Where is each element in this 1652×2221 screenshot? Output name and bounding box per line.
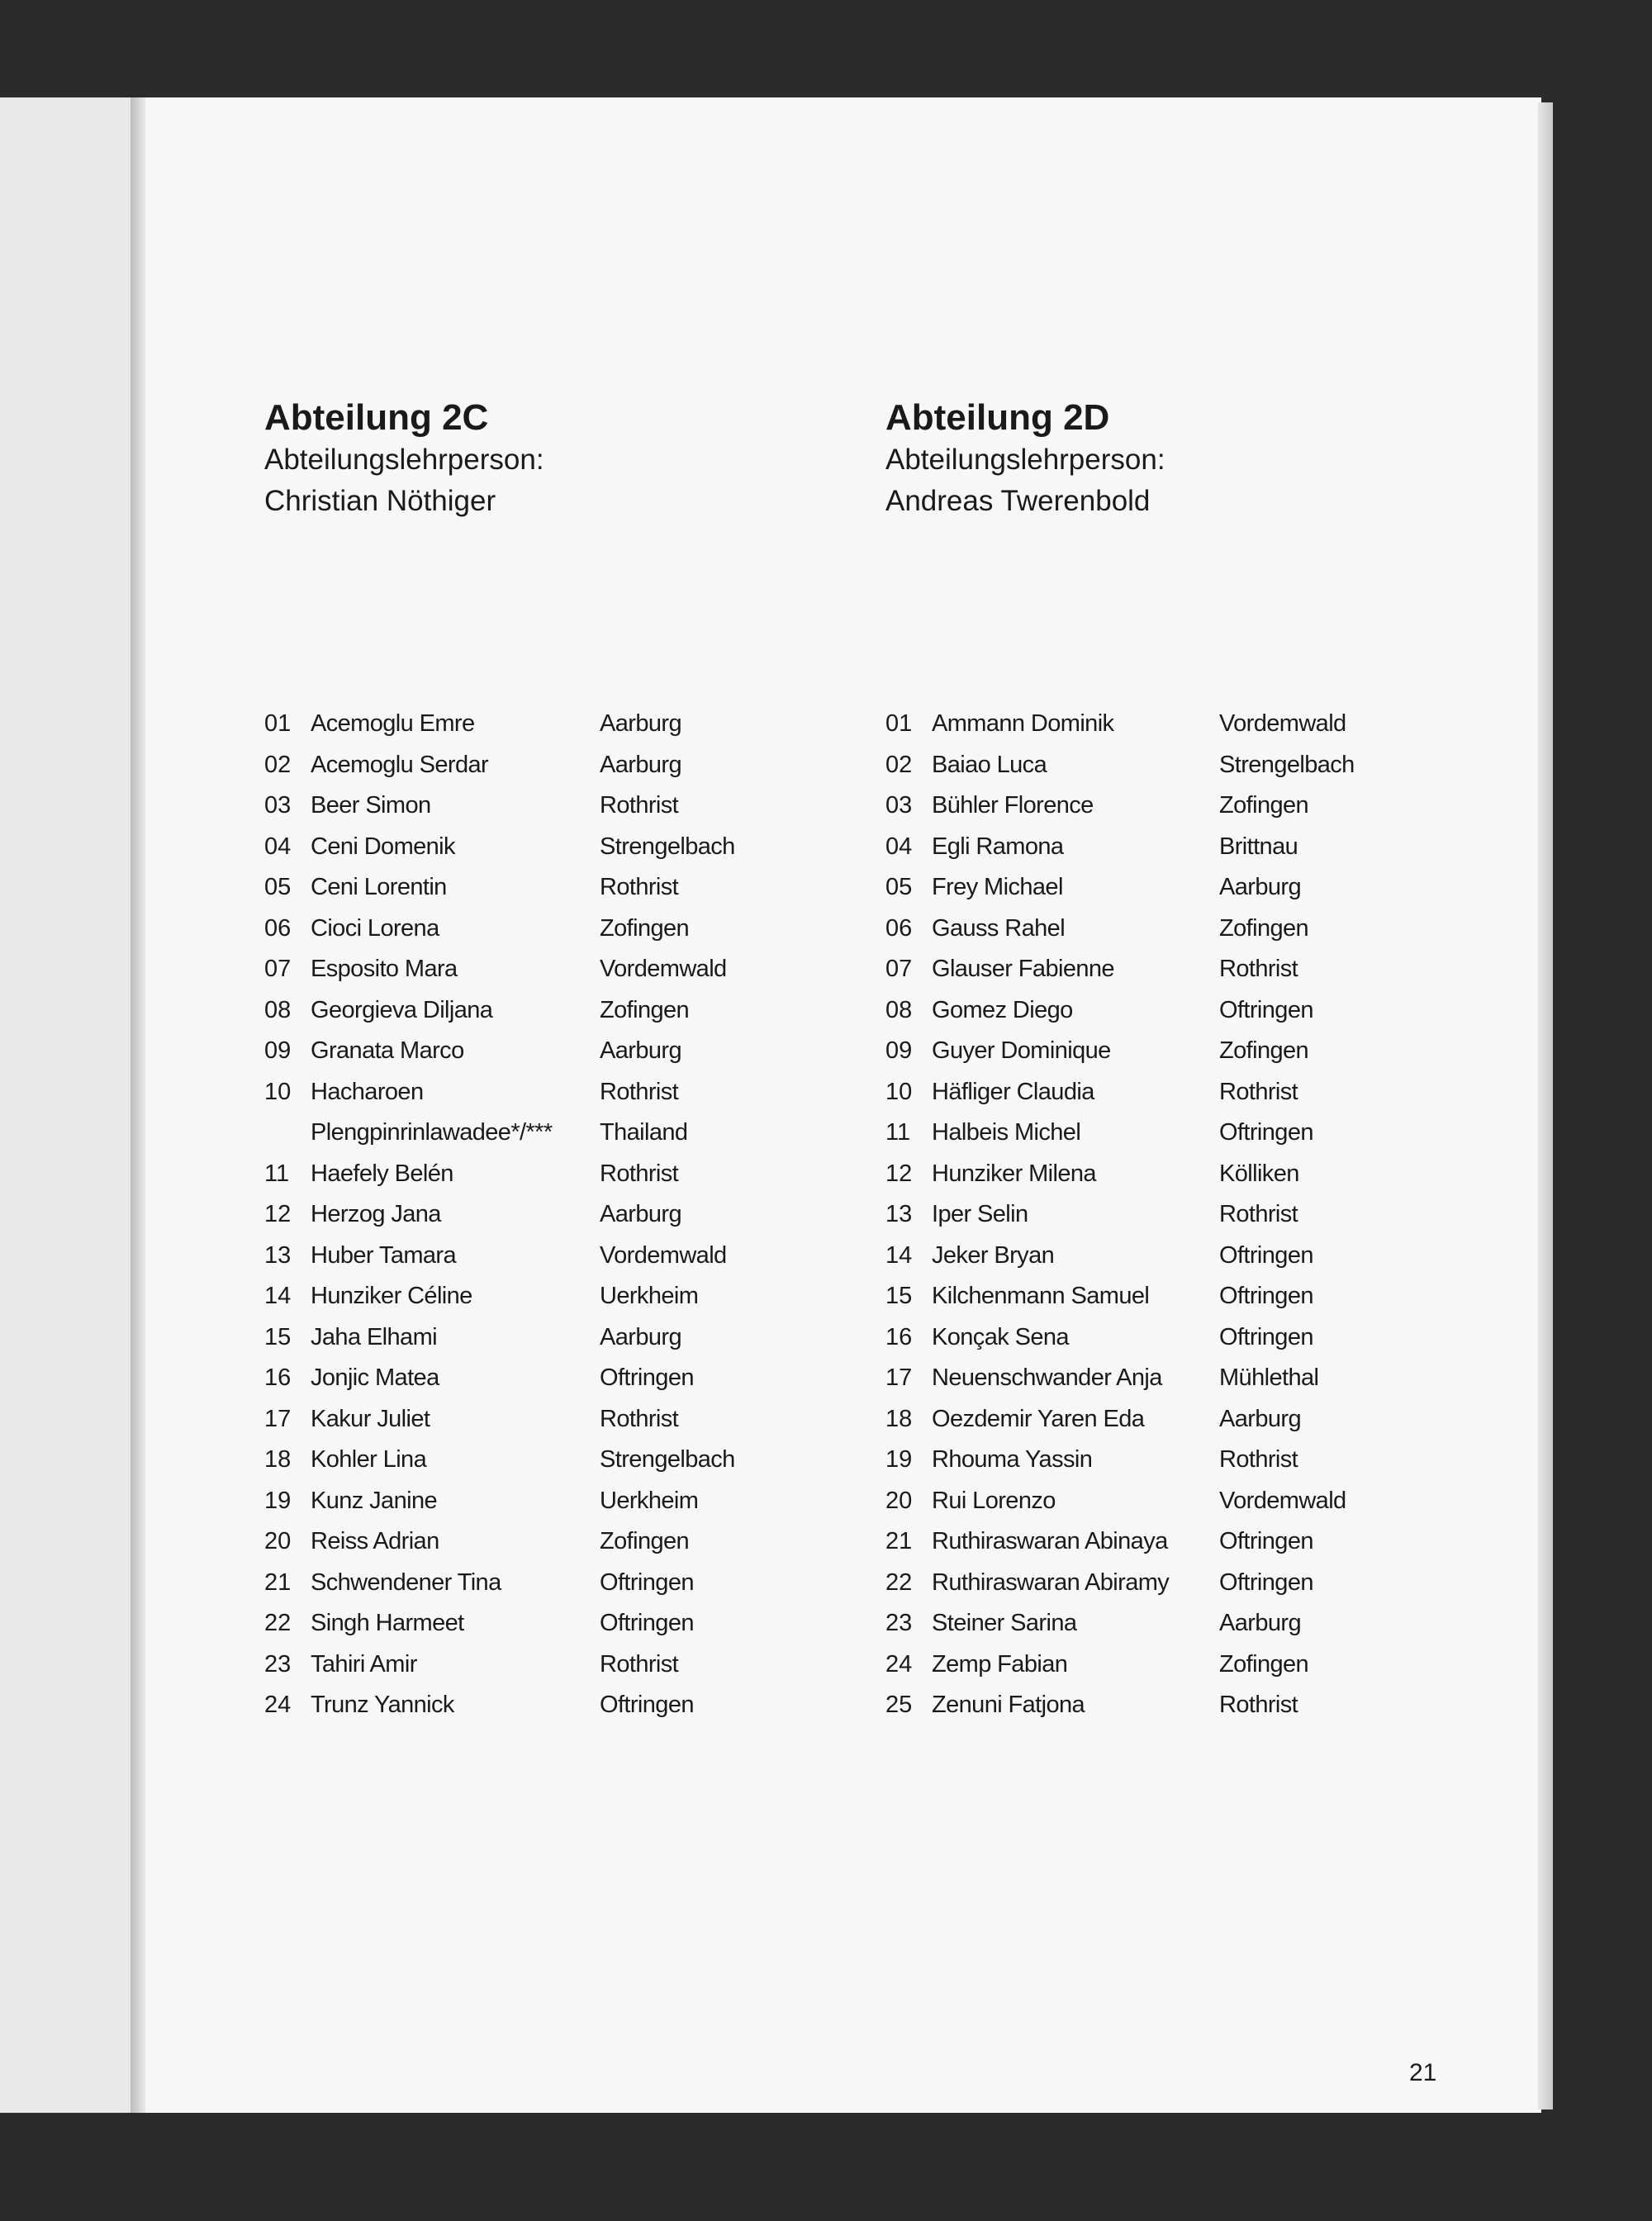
student-town: Zofingen bbox=[1219, 1037, 1309, 1064]
student-town: Rothrist bbox=[1219, 1078, 1298, 1105]
student-name: Egli Ramona bbox=[932, 833, 1064, 860]
student-row bbox=[885, 1488, 1480, 1529]
student-town: Aarburg bbox=[600, 1323, 681, 1350]
student-town: Oftringen bbox=[1219, 1241, 1313, 1269]
student-row bbox=[885, 1160, 1480, 1202]
student-row bbox=[885, 792, 1480, 833]
student-number: 04 bbox=[885, 833, 913, 860]
student-number: 21 bbox=[885, 1528, 913, 1554]
student-number: 18 bbox=[264, 1446, 292, 1473]
student-name: Kunz Janine bbox=[311, 1487, 438, 1514]
student-town: Rothrist bbox=[600, 792, 679, 819]
student-number: 15 bbox=[885, 1283, 913, 1309]
student-row bbox=[264, 1610, 843, 1651]
student-name: Haefely Belén bbox=[311, 1160, 453, 1187]
student-name: Ceni Lorentin bbox=[311, 874, 447, 900]
student-name: Cioci Lorena bbox=[311, 914, 439, 942]
student-number: 06 bbox=[885, 914, 913, 942]
student-row bbox=[264, 1201, 843, 1242]
student-name: Zemp Fabian bbox=[932, 1650, 1068, 1678]
student-name: Kakur Juliet bbox=[311, 1405, 430, 1432]
student-town: Aarburg bbox=[600, 710, 681, 737]
student-name: Georgieva Diljana bbox=[311, 996, 493, 1023]
student-town: Oftringen bbox=[600, 1568, 694, 1596]
student-number: 17 bbox=[885, 1364, 913, 1391]
page-number: 21 bbox=[1409, 2059, 1437, 2086]
student-name: Ruthiraswaran Abinaya bbox=[932, 1528, 1168, 1554]
student-town: Zofingen bbox=[1219, 914, 1309, 942]
student-name: Singh Harmeet bbox=[311, 1610, 464, 1636]
student-town: Zofingen bbox=[1219, 1650, 1309, 1678]
student-town: Uerkheim bbox=[600, 1283, 699, 1309]
teacher-name: Andreas Twerenbold bbox=[885, 485, 1151, 517]
student-row bbox=[264, 1651, 843, 1692]
student-row bbox=[264, 915, 843, 956]
student-town: Aarburg bbox=[600, 1037, 681, 1064]
student-row bbox=[264, 1569, 843, 1611]
student-town: Oftringen bbox=[1219, 1323, 1313, 1350]
student-town: Oftringen bbox=[600, 1692, 694, 1718]
student-number: 09 bbox=[264, 1037, 292, 1064]
student-town: Rothrist bbox=[1219, 956, 1298, 982]
student-row bbox=[264, 1242, 843, 1284]
student-name: Beer Simon bbox=[311, 792, 431, 819]
student-number: 10 bbox=[885, 1078, 913, 1105]
student-name: Huber Tamara bbox=[311, 1241, 457, 1269]
student-list bbox=[264, 710, 843, 1733]
student-row bbox=[885, 1610, 1480, 1651]
student-row bbox=[885, 1201, 1480, 1242]
student-town: Rothrist bbox=[600, 1078, 679, 1105]
student-name: Halbeis Michel bbox=[932, 1119, 1081, 1146]
student-row bbox=[264, 1528, 843, 1569]
student-name: Neuenschwander Anja bbox=[932, 1364, 1162, 1391]
student-name: Esposito Mara bbox=[311, 956, 458, 982]
student-number: 19 bbox=[264, 1487, 292, 1514]
student-town: Uerkheim bbox=[600, 1487, 699, 1514]
student-row bbox=[264, 792, 843, 833]
student-number: 22 bbox=[885, 1568, 913, 1596]
student-town: Vordemwald bbox=[600, 1241, 727, 1269]
student-town: Oftringen bbox=[1219, 1119, 1313, 1146]
student-number: 05 bbox=[885, 874, 913, 900]
student-row bbox=[885, 1242, 1480, 1284]
student-town: Aarburg bbox=[600, 751, 681, 778]
student-row bbox=[885, 833, 1480, 875]
student-row bbox=[264, 874, 843, 915]
student-town: Kölliken bbox=[1219, 1160, 1299, 1187]
student-town: Rothrist bbox=[600, 1405, 679, 1432]
student-name: Gauss Rahel bbox=[932, 914, 1066, 942]
student-name: Tahiri Amir bbox=[311, 1650, 417, 1678]
student-town: Aarburg bbox=[1219, 874, 1301, 900]
student-number: 13 bbox=[264, 1241, 292, 1269]
student-number: 01 bbox=[885, 710, 913, 737]
student-name: Plengpinrinlawadee*/*** bbox=[311, 1119, 553, 1146]
student-name: Rui Lorenzo bbox=[932, 1487, 1056, 1514]
student-name: Schwendener Tina bbox=[311, 1568, 501, 1596]
student-number: 19 bbox=[885, 1446, 913, 1473]
student-name: Jaha Elhami bbox=[311, 1323, 437, 1350]
student-name: Trunz Yannick bbox=[311, 1692, 454, 1718]
student-number: 02 bbox=[264, 751, 292, 778]
student-number: 12 bbox=[264, 1201, 292, 1227]
student-row bbox=[264, 833, 843, 875]
teacher-label: Abteilungslehrperson: bbox=[885, 444, 1165, 476]
student-number: 16 bbox=[885, 1323, 913, 1350]
student-town: Rothrist bbox=[1219, 1692, 1298, 1718]
student-row bbox=[885, 1324, 1480, 1365]
student-list bbox=[885, 710, 1480, 1733]
student-row bbox=[885, 1569, 1480, 1611]
student-name: Jonjic Matea bbox=[311, 1364, 439, 1391]
student-number: 23 bbox=[885, 1610, 913, 1636]
student-town: Zofingen bbox=[600, 914, 690, 942]
student-name: Ruthiraswaran Abiramy bbox=[932, 1568, 1170, 1596]
student-name: Frey Michael bbox=[932, 874, 1063, 900]
student-name: Zenuni Fatjona bbox=[932, 1692, 1085, 1718]
student-town: Vordemwald bbox=[1219, 710, 1346, 737]
student-number: 23 bbox=[264, 1650, 292, 1678]
student-town: Oftringen bbox=[1219, 996, 1313, 1023]
student-row bbox=[885, 997, 1480, 1038]
student-number: 13 bbox=[885, 1201, 913, 1227]
student-number: 03 bbox=[885, 792, 913, 819]
student-number: 11 bbox=[885, 1119, 911, 1146]
student-row bbox=[264, 1037, 843, 1079]
student-number: 06 bbox=[264, 914, 292, 942]
student-number: 10 bbox=[264, 1078, 292, 1105]
student-town: Aarburg bbox=[1219, 1610, 1301, 1636]
student-row bbox=[885, 1364, 1480, 1406]
student-town: Strengelbach bbox=[1219, 751, 1355, 778]
student-number: 11 bbox=[264, 1160, 290, 1187]
student-town: Aarburg bbox=[600, 1201, 681, 1227]
student-number: 08 bbox=[264, 996, 292, 1023]
student-name: Gomez Diego bbox=[932, 996, 1073, 1023]
student-row bbox=[885, 1651, 1480, 1692]
student-name: Granata Marco bbox=[311, 1037, 464, 1064]
student-row bbox=[264, 1119, 843, 1160]
student-row bbox=[264, 710, 843, 752]
student-town: Rothrist bbox=[600, 1160, 679, 1187]
document-page bbox=[145, 97, 1541, 2113]
student-row bbox=[885, 1528, 1480, 1569]
page-stack-edge bbox=[1538, 102, 1553, 2109]
student-row bbox=[264, 1079, 843, 1120]
student-row bbox=[264, 997, 843, 1038]
student-number: 17 bbox=[264, 1405, 292, 1432]
student-row bbox=[885, 956, 1480, 997]
student-town: Vordemwald bbox=[600, 956, 727, 982]
student-number: 03 bbox=[264, 792, 292, 819]
student-name: Baiao Luca bbox=[932, 751, 1047, 778]
student-town: Oftringen bbox=[1219, 1528, 1313, 1554]
student-town: Rothrist bbox=[600, 874, 679, 900]
student-number: 25 bbox=[885, 1692, 913, 1718]
student-number: 18 bbox=[885, 1405, 913, 1432]
student-town: Rothrist bbox=[600, 1650, 679, 1678]
student-row bbox=[885, 1037, 1480, 1079]
student-name: Häfliger Claudia bbox=[932, 1078, 1094, 1105]
student-number: 20 bbox=[885, 1487, 913, 1514]
student-number: 07 bbox=[264, 956, 292, 982]
student-name: Bühler Florence bbox=[932, 792, 1094, 819]
student-name: Oezdemir Yaren Eda bbox=[932, 1405, 1145, 1432]
student-number: 15 bbox=[264, 1323, 292, 1350]
student-row bbox=[264, 1446, 843, 1488]
student-number: 24 bbox=[264, 1692, 292, 1718]
student-name: Herzog Jana bbox=[311, 1201, 441, 1227]
student-row bbox=[885, 710, 1480, 752]
student-row bbox=[264, 1406, 843, 1447]
student-row bbox=[264, 1283, 843, 1324]
student-number: 21 bbox=[264, 1568, 292, 1596]
student-row bbox=[264, 1364, 843, 1406]
student-name: Acemoglu Serdar bbox=[311, 751, 489, 778]
student-number: 07 bbox=[885, 956, 913, 982]
student-number: 20 bbox=[264, 1528, 292, 1554]
student-number: 09 bbox=[885, 1037, 913, 1064]
student-row bbox=[264, 752, 843, 793]
student-name: Steiner Sarina bbox=[932, 1610, 1077, 1636]
student-town: Thailand bbox=[600, 1119, 688, 1146]
student-row bbox=[264, 1160, 843, 1202]
student-name: Hunziker Milena bbox=[932, 1160, 1096, 1187]
student-row bbox=[885, 1283, 1480, 1324]
student-town: Oftringen bbox=[600, 1610, 694, 1636]
student-row bbox=[885, 1406, 1480, 1447]
section-2c bbox=[264, 396, 843, 1718]
student-name: Rhouma Yassin bbox=[932, 1446, 1093, 1473]
student-name: Kilchenmann Samuel bbox=[932, 1283, 1150, 1309]
student-name: Hunziker Céline bbox=[311, 1283, 472, 1309]
student-town: Aarburg bbox=[1219, 1405, 1301, 1432]
teacher-name: Christian Nöthiger bbox=[264, 485, 496, 517]
student-number: 14 bbox=[264, 1283, 292, 1309]
student-town: Zofingen bbox=[600, 996, 690, 1023]
student-name: Ammann Dominik bbox=[932, 710, 1114, 737]
student-row bbox=[885, 874, 1480, 915]
student-town: Brittnau bbox=[1219, 833, 1298, 860]
student-number: 01 bbox=[264, 710, 292, 737]
student-name: Acemoglu Emre bbox=[311, 710, 475, 737]
student-town: Rothrist bbox=[1219, 1446, 1298, 1473]
teacher-label: Abteilungslehrperson: bbox=[264, 444, 544, 476]
student-row bbox=[885, 1119, 1480, 1160]
student-row bbox=[264, 1488, 843, 1529]
student-number: 22 bbox=[264, 1610, 292, 1636]
student-name: Jeker Bryan bbox=[932, 1241, 1055, 1269]
student-town: Oftringen bbox=[1219, 1568, 1313, 1596]
student-town: Strengelbach bbox=[600, 1446, 735, 1473]
student-town: Strengelbach bbox=[600, 833, 735, 860]
student-number: 12 bbox=[885, 1160, 913, 1187]
student-name: Glauser Fabienne bbox=[932, 956, 1114, 982]
student-number: 08 bbox=[885, 996, 913, 1023]
student-number: 04 bbox=[264, 833, 292, 860]
student-name: Kohler Lina bbox=[311, 1446, 427, 1473]
student-number: 05 bbox=[264, 874, 292, 900]
student-town: Vordemwald bbox=[1219, 1487, 1346, 1514]
student-town: Mühlethal bbox=[1219, 1364, 1319, 1391]
student-row bbox=[885, 1692, 1480, 1733]
student-town: Zofingen bbox=[600, 1528, 690, 1554]
student-row bbox=[885, 915, 1480, 956]
section-title: Abteilung 2C bbox=[264, 397, 489, 438]
student-town: Rothrist bbox=[1219, 1201, 1298, 1227]
student-town: Oftringen bbox=[1219, 1283, 1313, 1309]
student-row bbox=[885, 1079, 1480, 1120]
student-name: Reiss Adrian bbox=[311, 1528, 439, 1554]
student-number: 02 bbox=[885, 751, 913, 778]
section-title: Abteilung 2D bbox=[885, 397, 1110, 438]
student-name: Iper Selin bbox=[932, 1201, 1028, 1227]
student-name: Konçak Sena bbox=[932, 1323, 1069, 1350]
student-row bbox=[264, 1692, 843, 1733]
section-2d bbox=[885, 396, 1480, 1718]
student-number: 24 bbox=[885, 1650, 913, 1678]
previous-page-edge bbox=[0, 97, 140, 2113]
student-town: Oftringen bbox=[600, 1364, 694, 1391]
student-row bbox=[885, 752, 1480, 793]
student-row bbox=[264, 1324, 843, 1365]
student-name: Hacharoen bbox=[311, 1078, 424, 1105]
student-name: Ceni Domenik bbox=[311, 833, 455, 860]
student-town: Zofingen bbox=[1219, 792, 1309, 819]
student-name: Guyer Dominique bbox=[932, 1037, 1111, 1064]
student-row bbox=[885, 1446, 1480, 1488]
student-number: 14 bbox=[885, 1241, 913, 1269]
student-row bbox=[264, 956, 843, 997]
student-number: 16 bbox=[264, 1364, 292, 1391]
